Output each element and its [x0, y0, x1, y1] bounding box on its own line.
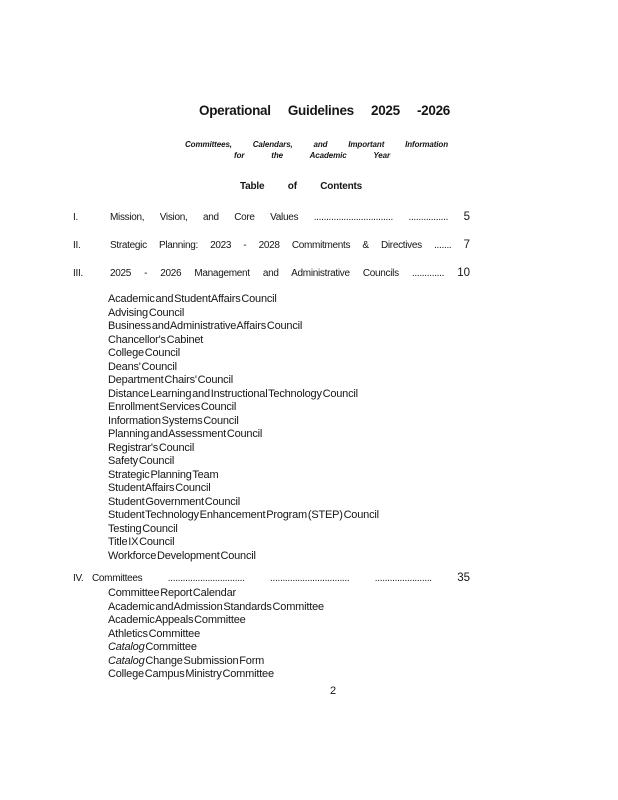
committee-item-italic: Catalog [108, 641, 145, 653]
council-item: Business and Administrative Affairs Council [108, 320, 303, 332]
committee-item [108, 628, 324, 642]
toc-section-title: Strategic Planning: 2023 - 2028 Commitments & Directives [110, 240, 422, 251]
council-item: Enrollment Services Council [108, 401, 237, 413]
toc-section-line [110, 211, 470, 224]
council-item: Workforce Development Council [108, 549, 256, 562]
committee-item-text: Change Submission Form [144, 654, 265, 667]
council-item: Registrar's Council [108, 441, 195, 454]
committee-item-text: Committee Report Calendar [108, 587, 236, 599]
council-item: Advising Council [108, 306, 185, 319]
toc-section-numeral: I. [73, 212, 78, 223]
committee-item-text: College Campus Ministry Committee [108, 668, 274, 680]
toc-dot-leader: ............. [411, 268, 445, 279]
council-item: Student Technology Enhancement Program (STEP) Council [108, 509, 379, 521]
committee-item-text: Academic and Admission Standards Committee [108, 600, 324, 613]
toc-page-number: 5 [463, 211, 471, 223]
committee-item [108, 641, 324, 655]
council-item: Department Chairs' Council [108, 374, 233, 386]
council-item: Academic and Student Affairs Council [108, 293, 277, 305]
committee-item [108, 668, 324, 682]
toc-section-row-2 [73, 239, 470, 252]
committee-item-text: Athletics Committee [108, 627, 201, 640]
toc-section-numeral: III. [73, 268, 83, 279]
council-item: Information Systems Council [108, 414, 239, 427]
council-item: College Council [108, 347, 181, 359]
document-subtitle-line2: for the Academic Year [234, 151, 390, 160]
council-item: Chancellor's Cabinet [108, 333, 204, 346]
toc-section-row-3 [73, 267, 470, 280]
council-item: Safety Council [108, 455, 175, 467]
committee-list [108, 587, 324, 682]
committee-item-text: Academic Appeals Committee [108, 614, 246, 626]
toc-section-line [92, 572, 470, 585]
toc-section-line [110, 239, 470, 252]
council-item: Title IX Council [108, 536, 175, 548]
document-subtitle-line1: Committees, Calendars, and Important Information [185, 140, 448, 149]
document-title: Operational Guidelines 2025 -2026 [199, 103, 450, 118]
committee-item [108, 587, 324, 601]
committee-item [108, 601, 324, 615]
council-item: Student Government Council [108, 495, 241, 508]
toc-page-number: 7 [463, 239, 471, 251]
page-number: 2 [329, 685, 337, 697]
committee-item [108, 655, 324, 669]
toc-section-list [73, 211, 470, 295]
committee-item [108, 614, 324, 628]
committee-item-text: Committee [144, 641, 197, 653]
toc-dot-leader: ....... [434, 240, 452, 251]
toc-section-row-1 [73, 211, 470, 224]
toc-section-title: Committees [92, 573, 143, 584]
committee-item-italic: Catalog [108, 654, 145, 667]
toc-section-row-4 [73, 572, 470, 585]
toc-section-numeral: II. [73, 240, 81, 251]
toc-section-title: 2025 - 2026 Management and Administrative Councils [110, 268, 399, 279]
toc-section-title: Mission, Vision, and Core Values [110, 212, 299, 223]
toc-section-line [110, 267, 470, 280]
council-list [108, 293, 379, 563]
toc-page-number: 10 [457, 267, 470, 279]
toc-page-number: 35 [457, 572, 471, 584]
toc-dot-leader: ................................ ................ [313, 212, 449, 223]
council-item: Deans' Council [108, 360, 177, 373]
council-item: Student Affairs Council [108, 482, 211, 494]
toc-section-numeral: IV. [73, 573, 84, 584]
council-item: Testing Council [108, 522, 178, 535]
council-item: Strategic Planning Team [108, 468, 219, 481]
council-item: Distance Learning and Instructional Technology Council [108, 387, 358, 400]
toc-heading: Table of Contents [240, 181, 362, 192]
toc-dot-leader: ............................... ................................ ....................... [167, 573, 432, 584]
council-item: Planning and Assessment Council [108, 428, 263, 440]
